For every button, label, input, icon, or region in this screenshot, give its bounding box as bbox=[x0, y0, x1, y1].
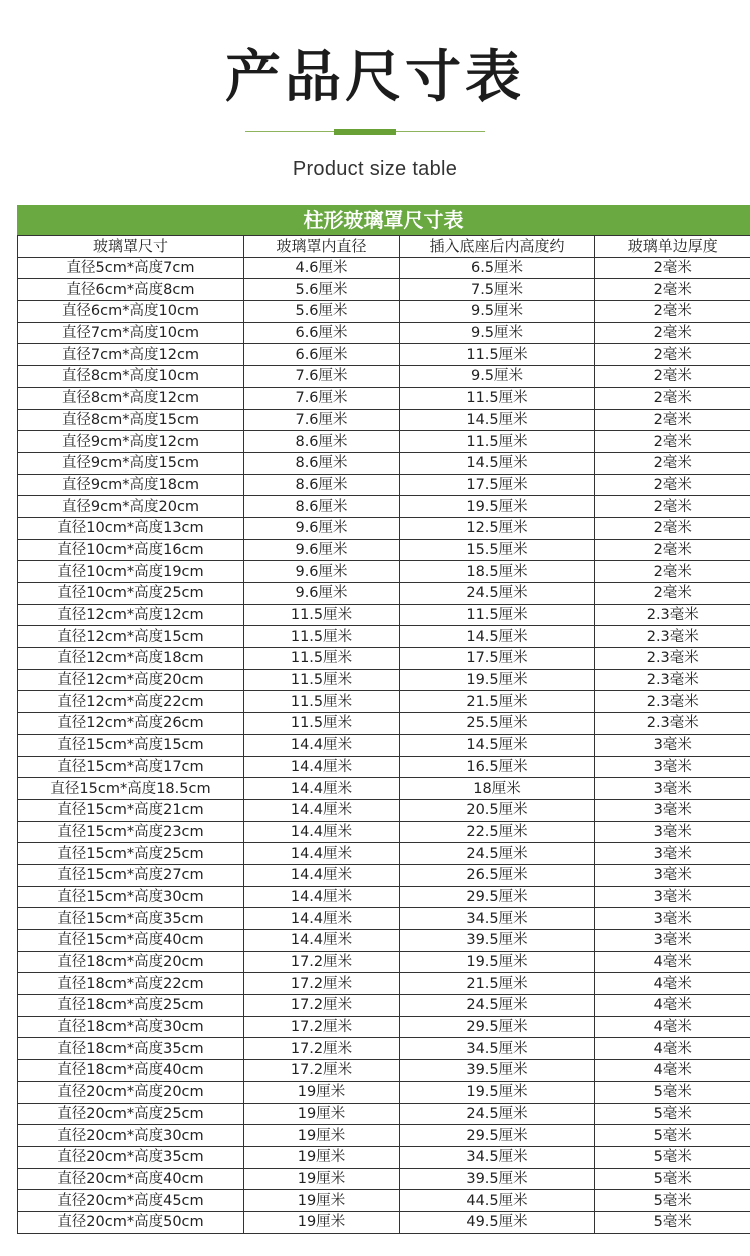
cell-size: 直径9cm*高度20cm bbox=[18, 496, 244, 518]
cell-inner-diameter: 14.4厘米 bbox=[244, 864, 400, 886]
cell-size: 直径12cm*高度15cm bbox=[18, 626, 244, 648]
cell-inner-diameter: 8.6厘米 bbox=[244, 431, 400, 453]
cell-size: 直径20cm*高度30cm bbox=[18, 1125, 244, 1147]
cell-inner-diameter: 19厘米 bbox=[244, 1190, 400, 1212]
cell-inner-height: 19.5厘米 bbox=[400, 496, 595, 518]
cell-thickness: 2.3毫米 bbox=[595, 648, 750, 670]
table-title: 柱形玻璃罩尺寸表 bbox=[17, 205, 750, 235]
header-inner-height: 插入底座后内高度约 bbox=[400, 236, 595, 258]
cell-thickness: 5毫米 bbox=[595, 1168, 750, 1190]
table-row bbox=[18, 1125, 750, 1147]
cell-size: 直径5cm*高度7cm bbox=[18, 257, 244, 279]
cell-thickness: 3毫米 bbox=[595, 886, 750, 908]
cell-size: 直径20cm*高度45cm bbox=[18, 1190, 244, 1212]
cell-inner-height: 19.5厘米 bbox=[400, 951, 595, 973]
cell-inner-diameter: 14.4厘米 bbox=[244, 799, 400, 821]
cell-inner-height: 39.5厘米 bbox=[400, 1060, 595, 1082]
cell-thickness: 2毫米 bbox=[595, 366, 750, 388]
table-row bbox=[18, 930, 750, 952]
cell-inner-height: 34.5厘米 bbox=[400, 1146, 595, 1168]
cell-thickness: 5毫米 bbox=[595, 1146, 750, 1168]
cell-size: 直径18cm*高度20cm bbox=[18, 951, 244, 973]
cell-thickness: 4毫米 bbox=[595, 1060, 750, 1082]
cell-size: 直径10cm*高度16cm bbox=[18, 539, 244, 561]
table-row bbox=[18, 1146, 750, 1168]
cell-thickness: 2毫米 bbox=[595, 517, 750, 539]
table-row bbox=[18, 691, 750, 713]
cell-size: 直径18cm*高度35cm bbox=[18, 1038, 244, 1060]
cell-inner-height: 24.5厘米 bbox=[400, 583, 595, 605]
cell-inner-height: 49.5厘米 bbox=[400, 1211, 595, 1233]
cell-inner-diameter: 11.5厘米 bbox=[244, 691, 400, 713]
table-row bbox=[18, 344, 750, 366]
cell-size: 直径15cm*高度25cm bbox=[18, 843, 244, 865]
cell-inner-diameter: 17.2厘米 bbox=[244, 995, 400, 1017]
table-row bbox=[18, 799, 750, 821]
table-body bbox=[18, 257, 750, 1233]
cell-inner-diameter: 19厘米 bbox=[244, 1146, 400, 1168]
cell-inner-height: 29.5厘米 bbox=[400, 1016, 595, 1038]
cell-inner-diameter: 14.4厘米 bbox=[244, 908, 400, 930]
cell-inner-diameter: 6.6厘米 bbox=[244, 322, 400, 344]
cell-inner-height: 11.5厘米 bbox=[400, 387, 595, 409]
table-row bbox=[18, 778, 750, 800]
cell-inner-diameter: 11.5厘米 bbox=[244, 648, 400, 670]
cell-inner-diameter: 11.5厘米 bbox=[244, 626, 400, 648]
table-row bbox=[18, 995, 750, 1017]
table-row bbox=[18, 496, 750, 518]
cell-size: 直径15cm*高度40cm bbox=[18, 930, 244, 952]
table-row bbox=[18, 821, 750, 843]
table-row bbox=[18, 734, 750, 756]
table-row bbox=[18, 973, 750, 995]
table-row bbox=[18, 387, 750, 409]
cell-size: 直径20cm*高度25cm bbox=[18, 1103, 244, 1125]
cell-inner-height: 9.5厘米 bbox=[400, 366, 595, 388]
cell-inner-height: 15.5厘米 bbox=[400, 539, 595, 561]
cell-thickness: 5毫米 bbox=[595, 1211, 750, 1233]
table-row bbox=[18, 886, 750, 908]
cell-size: 直径12cm*高度22cm bbox=[18, 691, 244, 713]
table-row bbox=[18, 756, 750, 778]
cell-inner-diameter: 14.4厘米 bbox=[244, 778, 400, 800]
cell-size: 直径15cm*高度18.5cm bbox=[18, 778, 244, 800]
cell-inner-height: 18.5厘米 bbox=[400, 561, 595, 583]
cell-inner-diameter: 5.6厘米 bbox=[244, 301, 400, 323]
table-row bbox=[18, 583, 750, 605]
header-inner-diameter: 玻璃罩内直径 bbox=[244, 236, 400, 258]
cell-inner-height: 44.5厘米 bbox=[400, 1190, 595, 1212]
cell-inner-diameter: 9.6厘米 bbox=[244, 517, 400, 539]
cell-inner-diameter: 11.5厘米 bbox=[244, 713, 400, 735]
cell-inner-height: 20.5厘米 bbox=[400, 799, 595, 821]
table-row bbox=[18, 951, 750, 973]
cell-inner-height: 26.5厘米 bbox=[400, 864, 595, 886]
cell-thickness: 2.3毫米 bbox=[595, 713, 750, 735]
cell-size: 直径10cm*高度25cm bbox=[18, 583, 244, 605]
cell-size: 直径7cm*高度10cm bbox=[18, 322, 244, 344]
cell-inner-diameter: 8.6厘米 bbox=[244, 496, 400, 518]
title-divider-accent bbox=[334, 129, 396, 135]
cell-inner-height: 16.5厘米 bbox=[400, 756, 595, 778]
cell-size: 直径9cm*高度12cm bbox=[18, 431, 244, 453]
table-row bbox=[18, 1038, 750, 1060]
cell-thickness: 2毫米 bbox=[595, 452, 750, 474]
cell-size: 直径7cm*高度12cm bbox=[18, 344, 244, 366]
cell-inner-diameter: 14.4厘米 bbox=[244, 886, 400, 908]
header-size: 玻璃罩尺寸 bbox=[18, 236, 244, 258]
table-row bbox=[18, 1190, 750, 1212]
cell-inner-diameter: 5.6厘米 bbox=[244, 279, 400, 301]
cell-size: 直径12cm*高度20cm bbox=[18, 669, 244, 691]
cell-inner-height: 34.5厘米 bbox=[400, 1038, 595, 1060]
cell-size: 直径6cm*高度10cm bbox=[18, 301, 244, 323]
table-row bbox=[18, 257, 750, 279]
cell-inner-diameter: 14.4厘米 bbox=[244, 930, 400, 952]
cell-inner-height: 29.5厘米 bbox=[400, 1125, 595, 1147]
table-row bbox=[18, 452, 750, 474]
cell-inner-diameter: 8.6厘米 bbox=[244, 452, 400, 474]
cell-inner-height: 18厘米 bbox=[400, 778, 595, 800]
page-title: 产品尺寸表 bbox=[225, 44, 525, 110]
cell-inner-height: 11.5厘米 bbox=[400, 604, 595, 626]
cell-size: 直径10cm*高度13cm bbox=[18, 517, 244, 539]
cell-size: 直径18cm*高度22cm bbox=[18, 973, 244, 995]
cell-inner-height: 22.5厘米 bbox=[400, 821, 595, 843]
cell-thickness: 4毫米 bbox=[595, 1038, 750, 1060]
cell-thickness: 4毫米 bbox=[595, 973, 750, 995]
cell-size: 直径12cm*高度26cm bbox=[18, 713, 244, 735]
table-row bbox=[18, 1168, 750, 1190]
cell-inner-diameter: 17.2厘米 bbox=[244, 1016, 400, 1038]
table-row bbox=[18, 366, 750, 388]
cell-thickness: 2毫米 bbox=[595, 539, 750, 561]
cell-thickness: 2.3毫米 bbox=[595, 604, 750, 626]
cell-thickness: 3毫米 bbox=[595, 778, 750, 800]
cell-inner-height: 34.5厘米 bbox=[400, 908, 595, 930]
cell-size: 直径15cm*高度15cm bbox=[18, 734, 244, 756]
cell-size: 直径6cm*高度8cm bbox=[18, 279, 244, 301]
cell-thickness: 2.3毫米 bbox=[595, 626, 750, 648]
cell-inner-height: 24.5厘米 bbox=[400, 995, 595, 1017]
table-row bbox=[18, 474, 750, 496]
cell-inner-diameter: 17.2厘米 bbox=[244, 951, 400, 973]
cell-size: 直径15cm*高度17cm bbox=[18, 756, 244, 778]
cell-inner-diameter: 14.4厘米 bbox=[244, 843, 400, 865]
table-row bbox=[18, 713, 750, 735]
cell-thickness: 3毫米 bbox=[595, 908, 750, 930]
cell-thickness: 2毫米 bbox=[595, 583, 750, 605]
cell-size: 直径15cm*高度23cm bbox=[18, 821, 244, 843]
cell-inner-diameter: 14.4厘米 bbox=[244, 734, 400, 756]
cell-size: 直径12cm*高度12cm bbox=[18, 604, 244, 626]
table-row bbox=[18, 1081, 750, 1103]
cell-size: 直径12cm*高度18cm bbox=[18, 648, 244, 670]
cell-inner-height: 6.5厘米 bbox=[400, 257, 595, 279]
cell-inner-height: 39.5厘米 bbox=[400, 1168, 595, 1190]
cell-inner-diameter: 17.2厘米 bbox=[244, 973, 400, 995]
page-subtitle: Product size table bbox=[292, 158, 458, 180]
cell-size: 直径20cm*高度35cm bbox=[18, 1146, 244, 1168]
cell-inner-diameter: 17.2厘米 bbox=[244, 1060, 400, 1082]
cell-inner-diameter: 19厘米 bbox=[244, 1125, 400, 1147]
cell-inner-height: 19.5厘米 bbox=[400, 1081, 595, 1103]
table-row bbox=[18, 908, 750, 930]
cell-inner-height: 25.5厘米 bbox=[400, 713, 595, 735]
table-row bbox=[18, 279, 750, 301]
cell-inner-diameter: 19厘米 bbox=[244, 1211, 400, 1233]
cell-size: 直径18cm*高度25cm bbox=[18, 995, 244, 1017]
cell-size: 直径18cm*高度40cm bbox=[18, 1060, 244, 1082]
table-row bbox=[18, 517, 750, 539]
cell-inner-diameter: 7.6厘米 bbox=[244, 366, 400, 388]
cell-size: 直径18cm*高度30cm bbox=[18, 1016, 244, 1038]
cell-inner-diameter: 7.6厘米 bbox=[244, 387, 400, 409]
cell-thickness: 5毫米 bbox=[595, 1125, 750, 1147]
cell-inner-height: 12.5厘米 bbox=[400, 517, 595, 539]
cell-thickness: 2毫米 bbox=[595, 301, 750, 323]
cell-thickness: 2毫米 bbox=[595, 431, 750, 453]
cell-thickness: 2毫米 bbox=[595, 279, 750, 301]
cell-size: 直径10cm*高度19cm bbox=[18, 561, 244, 583]
table-row bbox=[18, 626, 750, 648]
cell-inner-diameter: 6.6厘米 bbox=[244, 344, 400, 366]
cell-inner-height: 11.5厘米 bbox=[400, 344, 595, 366]
table-row bbox=[18, 431, 750, 453]
cell-thickness: 2.3毫米 bbox=[595, 669, 750, 691]
cell-thickness: 3毫米 bbox=[595, 799, 750, 821]
cell-inner-height: 17.5厘米 bbox=[400, 648, 595, 670]
table-row bbox=[18, 1016, 750, 1038]
table-row bbox=[18, 539, 750, 561]
table-header-row bbox=[18, 236, 750, 258]
cell-thickness: 4毫米 bbox=[595, 951, 750, 973]
table-row bbox=[18, 561, 750, 583]
cell-size: 直径20cm*高度50cm bbox=[18, 1211, 244, 1233]
cell-inner-height: 24.5厘米 bbox=[400, 843, 595, 865]
cell-size: 直径8cm*高度12cm bbox=[18, 387, 244, 409]
cell-thickness: 2毫米 bbox=[595, 257, 750, 279]
cell-inner-diameter: 19厘米 bbox=[244, 1081, 400, 1103]
cell-thickness: 2毫米 bbox=[595, 387, 750, 409]
cell-thickness: 5毫米 bbox=[595, 1190, 750, 1212]
cell-inner-height: 19.5厘米 bbox=[400, 669, 595, 691]
cell-thickness: 5毫米 bbox=[595, 1103, 750, 1125]
cell-thickness: 4毫米 bbox=[595, 1016, 750, 1038]
cell-inner-height: 9.5厘米 bbox=[400, 301, 595, 323]
cell-thickness: 3毫米 bbox=[595, 756, 750, 778]
size-table bbox=[17, 235, 750, 1234]
size-table-container bbox=[17, 205, 750, 1234]
cell-thickness: 3毫米 bbox=[595, 734, 750, 756]
header-thickness: 玻璃单边厚度 bbox=[595, 236, 750, 258]
cell-size: 直径15cm*高度21cm bbox=[18, 799, 244, 821]
cell-inner-height: 14.5厘米 bbox=[400, 409, 595, 431]
cell-thickness: 2毫米 bbox=[595, 409, 750, 431]
cell-thickness: 2毫米 bbox=[595, 474, 750, 496]
page-header bbox=[0, 0, 750, 205]
cell-inner-diameter: 9.6厘米 bbox=[244, 539, 400, 561]
cell-thickness: 2毫米 bbox=[595, 561, 750, 583]
cell-inner-height: 11.5厘米 bbox=[400, 431, 595, 453]
cell-inner-height: 9.5厘米 bbox=[400, 322, 595, 344]
cell-size: 直径9cm*高度15cm bbox=[18, 452, 244, 474]
cell-inner-height: 17.5厘米 bbox=[400, 474, 595, 496]
cell-inner-diameter: 14.4厘米 bbox=[244, 756, 400, 778]
cell-thickness: 3毫米 bbox=[595, 930, 750, 952]
cell-inner-diameter: 14.4厘米 bbox=[244, 821, 400, 843]
table-row bbox=[18, 864, 750, 886]
cell-inner-diameter: 4.6厘米 bbox=[244, 257, 400, 279]
cell-thickness: 5毫米 bbox=[595, 1081, 750, 1103]
cell-size: 直径8cm*高度10cm bbox=[18, 366, 244, 388]
cell-thickness: 2毫米 bbox=[595, 344, 750, 366]
table-row bbox=[18, 669, 750, 691]
cell-inner-height: 29.5厘米 bbox=[400, 886, 595, 908]
cell-inner-diameter: 17.2厘米 bbox=[244, 1038, 400, 1060]
cell-inner-diameter: 7.6厘米 bbox=[244, 409, 400, 431]
cell-inner-height: 14.5厘米 bbox=[400, 734, 595, 756]
table-row bbox=[18, 322, 750, 344]
cell-inner-diameter: 11.5厘米 bbox=[244, 669, 400, 691]
cell-thickness: 3毫米 bbox=[595, 821, 750, 843]
cell-inner-height: 24.5厘米 bbox=[400, 1103, 595, 1125]
cell-inner-height: 14.5厘米 bbox=[400, 452, 595, 474]
cell-thickness: 3毫米 bbox=[595, 864, 750, 886]
cell-inner-diameter: 9.6厘米 bbox=[244, 583, 400, 605]
cell-inner-diameter: 8.6厘米 bbox=[244, 474, 400, 496]
table-row bbox=[18, 301, 750, 323]
cell-thickness: 2毫米 bbox=[595, 496, 750, 518]
cell-inner-height: 21.5厘米 bbox=[400, 973, 595, 995]
cell-thickness: 3毫米 bbox=[595, 843, 750, 865]
cell-thickness: 2.3毫米 bbox=[595, 691, 750, 713]
table-row bbox=[18, 409, 750, 431]
table-row bbox=[18, 1211, 750, 1233]
table-row bbox=[18, 648, 750, 670]
cell-thickness: 4毫米 bbox=[595, 995, 750, 1017]
table-row bbox=[18, 1060, 750, 1082]
cell-size: 直径20cm*高度40cm bbox=[18, 1168, 244, 1190]
table-row bbox=[18, 604, 750, 626]
cell-thickness: 2毫米 bbox=[595, 322, 750, 344]
cell-size: 直径20cm*高度20cm bbox=[18, 1081, 244, 1103]
cell-inner-height: 14.5厘米 bbox=[400, 626, 595, 648]
cell-size: 直径8cm*高度15cm bbox=[18, 409, 244, 431]
cell-inner-diameter: 9.6厘米 bbox=[244, 561, 400, 583]
cell-inner-height: 7.5厘米 bbox=[400, 279, 595, 301]
cell-inner-diameter: 11.5厘米 bbox=[244, 604, 400, 626]
cell-inner-height: 39.5厘米 bbox=[400, 930, 595, 952]
table-row bbox=[18, 1103, 750, 1125]
cell-size: 直径15cm*高度27cm bbox=[18, 864, 244, 886]
cell-size: 直径9cm*高度18cm bbox=[18, 474, 244, 496]
table-row bbox=[18, 843, 750, 865]
cell-inner-diameter: 19厘米 bbox=[244, 1168, 400, 1190]
cell-inner-diameter: 19厘米 bbox=[244, 1103, 400, 1125]
cell-size: 直径15cm*高度35cm bbox=[18, 908, 244, 930]
cell-inner-height: 21.5厘米 bbox=[400, 691, 595, 713]
cell-size: 直径15cm*高度30cm bbox=[18, 886, 244, 908]
